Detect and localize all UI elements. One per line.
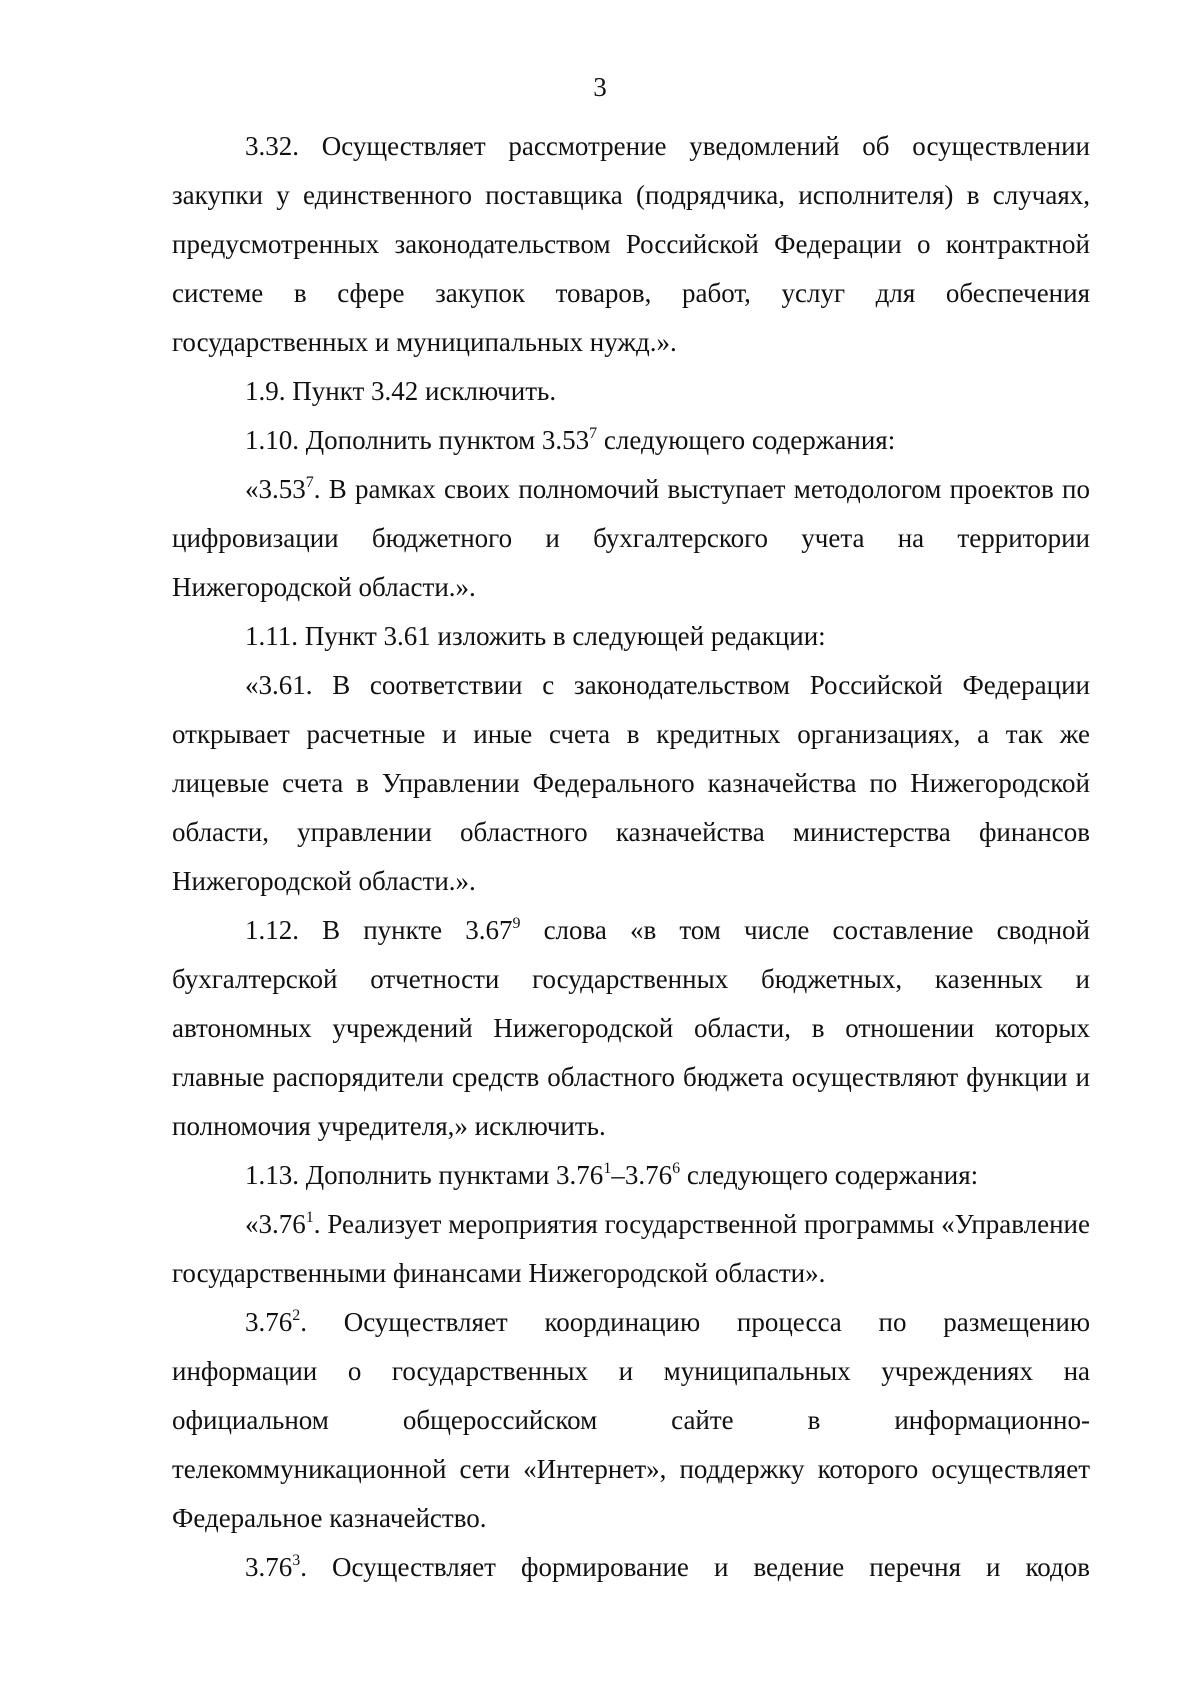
paragraph-p-1-9 xyxy=(172,367,1090,416)
paragraph-p-1-10 xyxy=(172,416,1090,465)
paragraph-text: 3.76 xyxy=(245,1552,293,1582)
paragraph-p-1-13 xyxy=(172,1151,1090,1200)
paragraph-text: . Реализует мероприятия государственной программы «Управление государственными финансами Нижегородской области». xyxy=(172,1209,1090,1288)
superscript-index: 6 xyxy=(672,1160,681,1177)
superscript-index: 3 xyxy=(292,1552,301,1569)
paragraph-text: 3.32. Осуществляет рассмотрение уведомлений об осуществлении закупки у единственного поставщика (подрядчика, исполнителя) в случаях, предусмотренных законодательством Российской Федерации о контрактной системе в сфере закупок товаров, работ, услуг для обеспечения государственных и муниципальных нужд.». xyxy=(172,131,1090,357)
paragraph-p-3-61 xyxy=(172,661,1090,906)
paragraph-text: 1.9. Пункт 3.42 исключить. xyxy=(245,376,557,406)
superscript-index: 7 xyxy=(589,425,598,442)
paragraph-text: . В рамках своих полномочий выступает методологом проектов по цифровизации бюджетного и бухгалтерского учета на территории Нижегородской области.». xyxy=(172,474,1090,602)
paragraph-text: «3.61. В соответствии с законодательством Российской Федерации открывает расчетные и иные счета в кредитных организациях, а так же лицевые счета в Управлении Федерального казначейства по Нижегородской области, управлении областного казначейства министерства финансов Нижегородской области.». xyxy=(172,670,1090,896)
paragraph-text: 3.76 xyxy=(245,1307,293,1337)
paragraph-text: 1.10. Дополнить пунктом 3.53 xyxy=(245,425,590,455)
page-number: 3 xyxy=(593,72,607,102)
paragraph-text: «3.53 xyxy=(245,474,306,504)
paragraph-p-3-32 xyxy=(172,122,1090,367)
paragraph-text: 1.12. В пункте 3.67 xyxy=(245,915,513,945)
paragraph-p-3-76-3 xyxy=(172,1543,1090,1592)
superscript-index: 7 xyxy=(305,474,314,491)
paragraph-p-1-12 xyxy=(172,906,1090,1151)
superscript-index: 2 xyxy=(292,1307,301,1324)
paragraph-text: 1.13. Дополнить пунктами 3.76 xyxy=(245,1160,604,1190)
superscript-index: 1 xyxy=(603,1160,612,1177)
paragraph-p-1-11 xyxy=(172,612,1090,661)
paragraph-p-3-53-7 xyxy=(172,465,1090,612)
paragraph-text: следующего содержания: xyxy=(597,425,896,455)
paragraph-p-3-76-2 xyxy=(172,1298,1090,1543)
paragraph-text: . Осуществляет координацию процесса по размещению информации о государственных и муниципальных учреждениях на официальном общероссийском сайте в информационно-телекоммуникационной сети «Интернет», поддержку которого осуществляет Федеральное казначейство. xyxy=(172,1307,1090,1533)
superscript-index: 9 xyxy=(512,915,521,932)
paragraph-text: . Осуществляет формирование и ведение перечня и кодов xyxy=(300,1552,1090,1582)
paragraph-text: следующего содержания: xyxy=(680,1160,979,1190)
paragraph-text: –3.76 xyxy=(611,1160,673,1190)
document-body xyxy=(172,122,1090,1592)
paragraph-text: «3.76 xyxy=(245,1209,306,1239)
superscript-index: 1 xyxy=(305,1209,314,1226)
paragraph-p-3-76-1 xyxy=(172,1200,1090,1298)
paragraph-text: 1.11. Пункт 3.61 изложить в следующей редакции: xyxy=(245,621,826,651)
paragraph-text: слова «в том числе составление сводной бухгалтерской отчетности государственных бюджетных, казенных и автономных учреждений Нижегородской области, в отношении которых главные распорядители средств областного бюджета осуществляют функции и полномочия учредителя,» исключить. xyxy=(172,915,1090,1141)
